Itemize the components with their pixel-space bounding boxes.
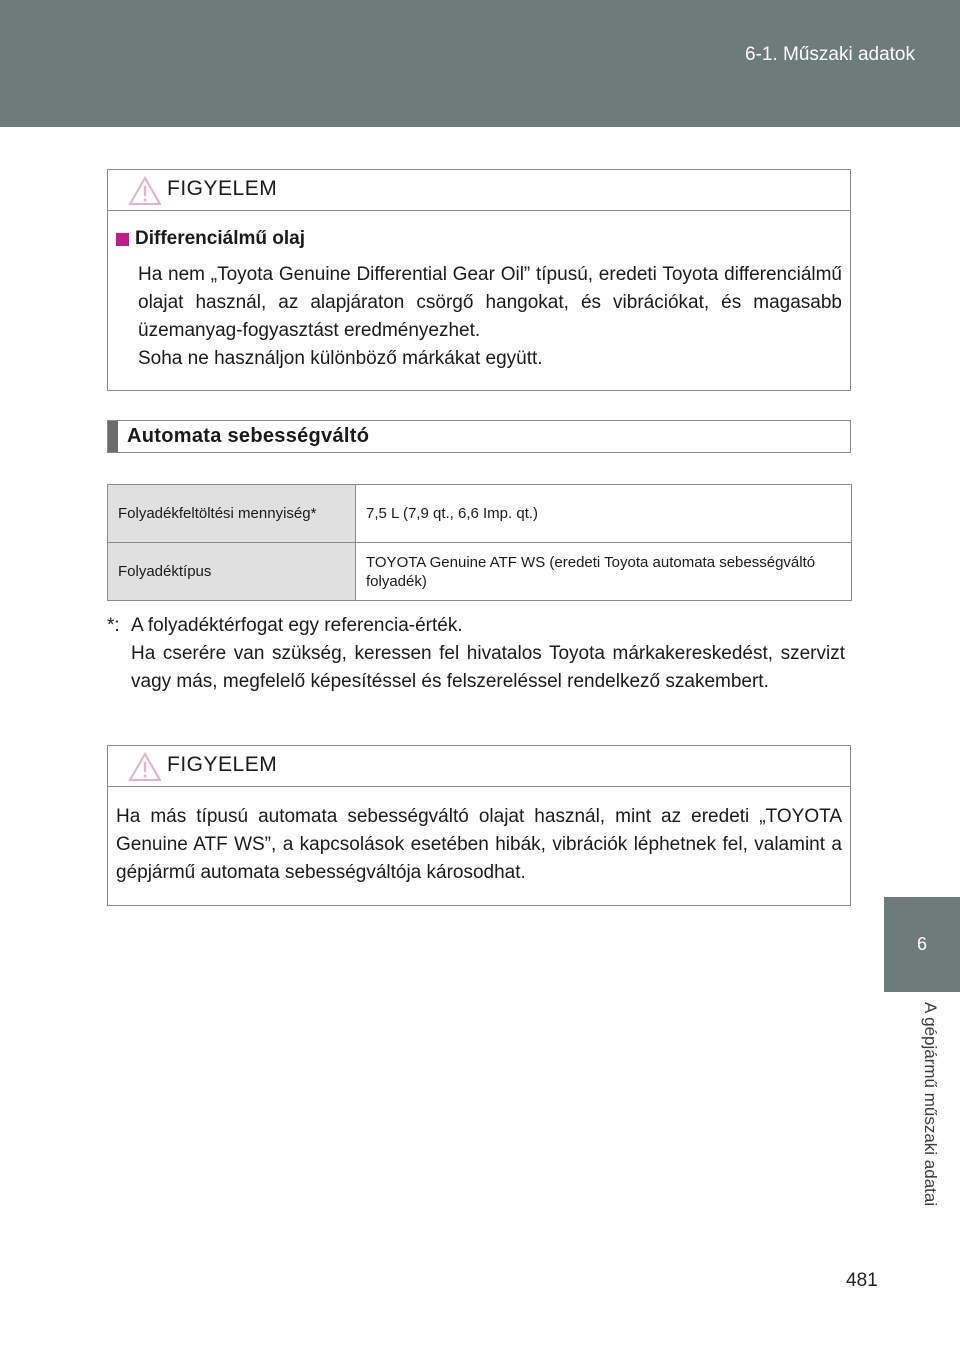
caution-header [108,746,850,787]
caution-paragraph: Ha nem „Toyota Genuine Differential Gear Oil” típusú, eredeti Toyota differenciálmű olajat használ, az alapjáraton csörgő hangokat, és vibrációkat, és magasabb üzemanyag-fogyasztást eredményezhet. [138,264,842,341]
section-title-header: 6-1. Műszaki adatok [744,44,915,65]
warning-triangle-icon [128,752,162,782]
chapter-tab: 6 [884,897,960,992]
square-bullet-icon [116,233,129,246]
subheading [116,225,842,253]
caution-title: FIGYELEM [167,753,278,776]
footnote-line: Ha cserére van szükség, keressen fel hivatalos Toyota márkakereskedést, szervizt vagy más, megfelelő képesítéssel és felszereléssel rendelkező szakembert. [131,643,845,692]
warning-triangle-icon [128,176,162,206]
table-cell-value: TOYOTA Genuine ATF WS (eredeti Toyota automata sebességváltó folyadék) [356,543,852,601]
spec-table [107,484,852,601]
caution-body [108,787,850,887]
page-header [0,0,960,127]
table-cell-label: Folyadéktípus [108,543,356,601]
table-cell-value: 7,5 L (7,9 qt., 6,6 Imp. qt.) [356,485,852,543]
caution-paragraph: Soha ne használjon különböző márkákat együtt. [138,348,543,369]
caution-body [108,211,850,373]
table-row [108,543,852,601]
table-cell-label: Folyadékfeltöltési mennyiség* [108,485,356,543]
caution-title: FIGYELEM [167,177,278,200]
caution-box-transmission [107,745,851,906]
section-accent [108,421,118,452]
page-number: 481 [846,1270,878,1291]
chapter-label: A gépjármű műszaki adatai [921,1002,940,1207]
subheading-text: Differenciálmű olaj [135,228,305,249]
footnote-marker: *: [107,615,120,636]
caution-box-differential [107,169,851,391]
caution-header [108,170,850,211]
caution-paragraph: Ha más típusú automata sebességváltó olajat használ, mint az eredeti „TOYOTA Genuine ATF WS”, a kapcsolások esetében hibák, vibrációk léphetnek fel, valamint a gépjármű automata sebességváltója károsodhat. [116,806,842,883]
footnote [107,612,845,696]
section-heading [107,420,851,453]
footnote-line: A folyadéktérfogat egy referencia-érték. [131,615,463,636]
table-row [108,485,852,543]
section-title: Automata sebességváltó [127,425,370,447]
